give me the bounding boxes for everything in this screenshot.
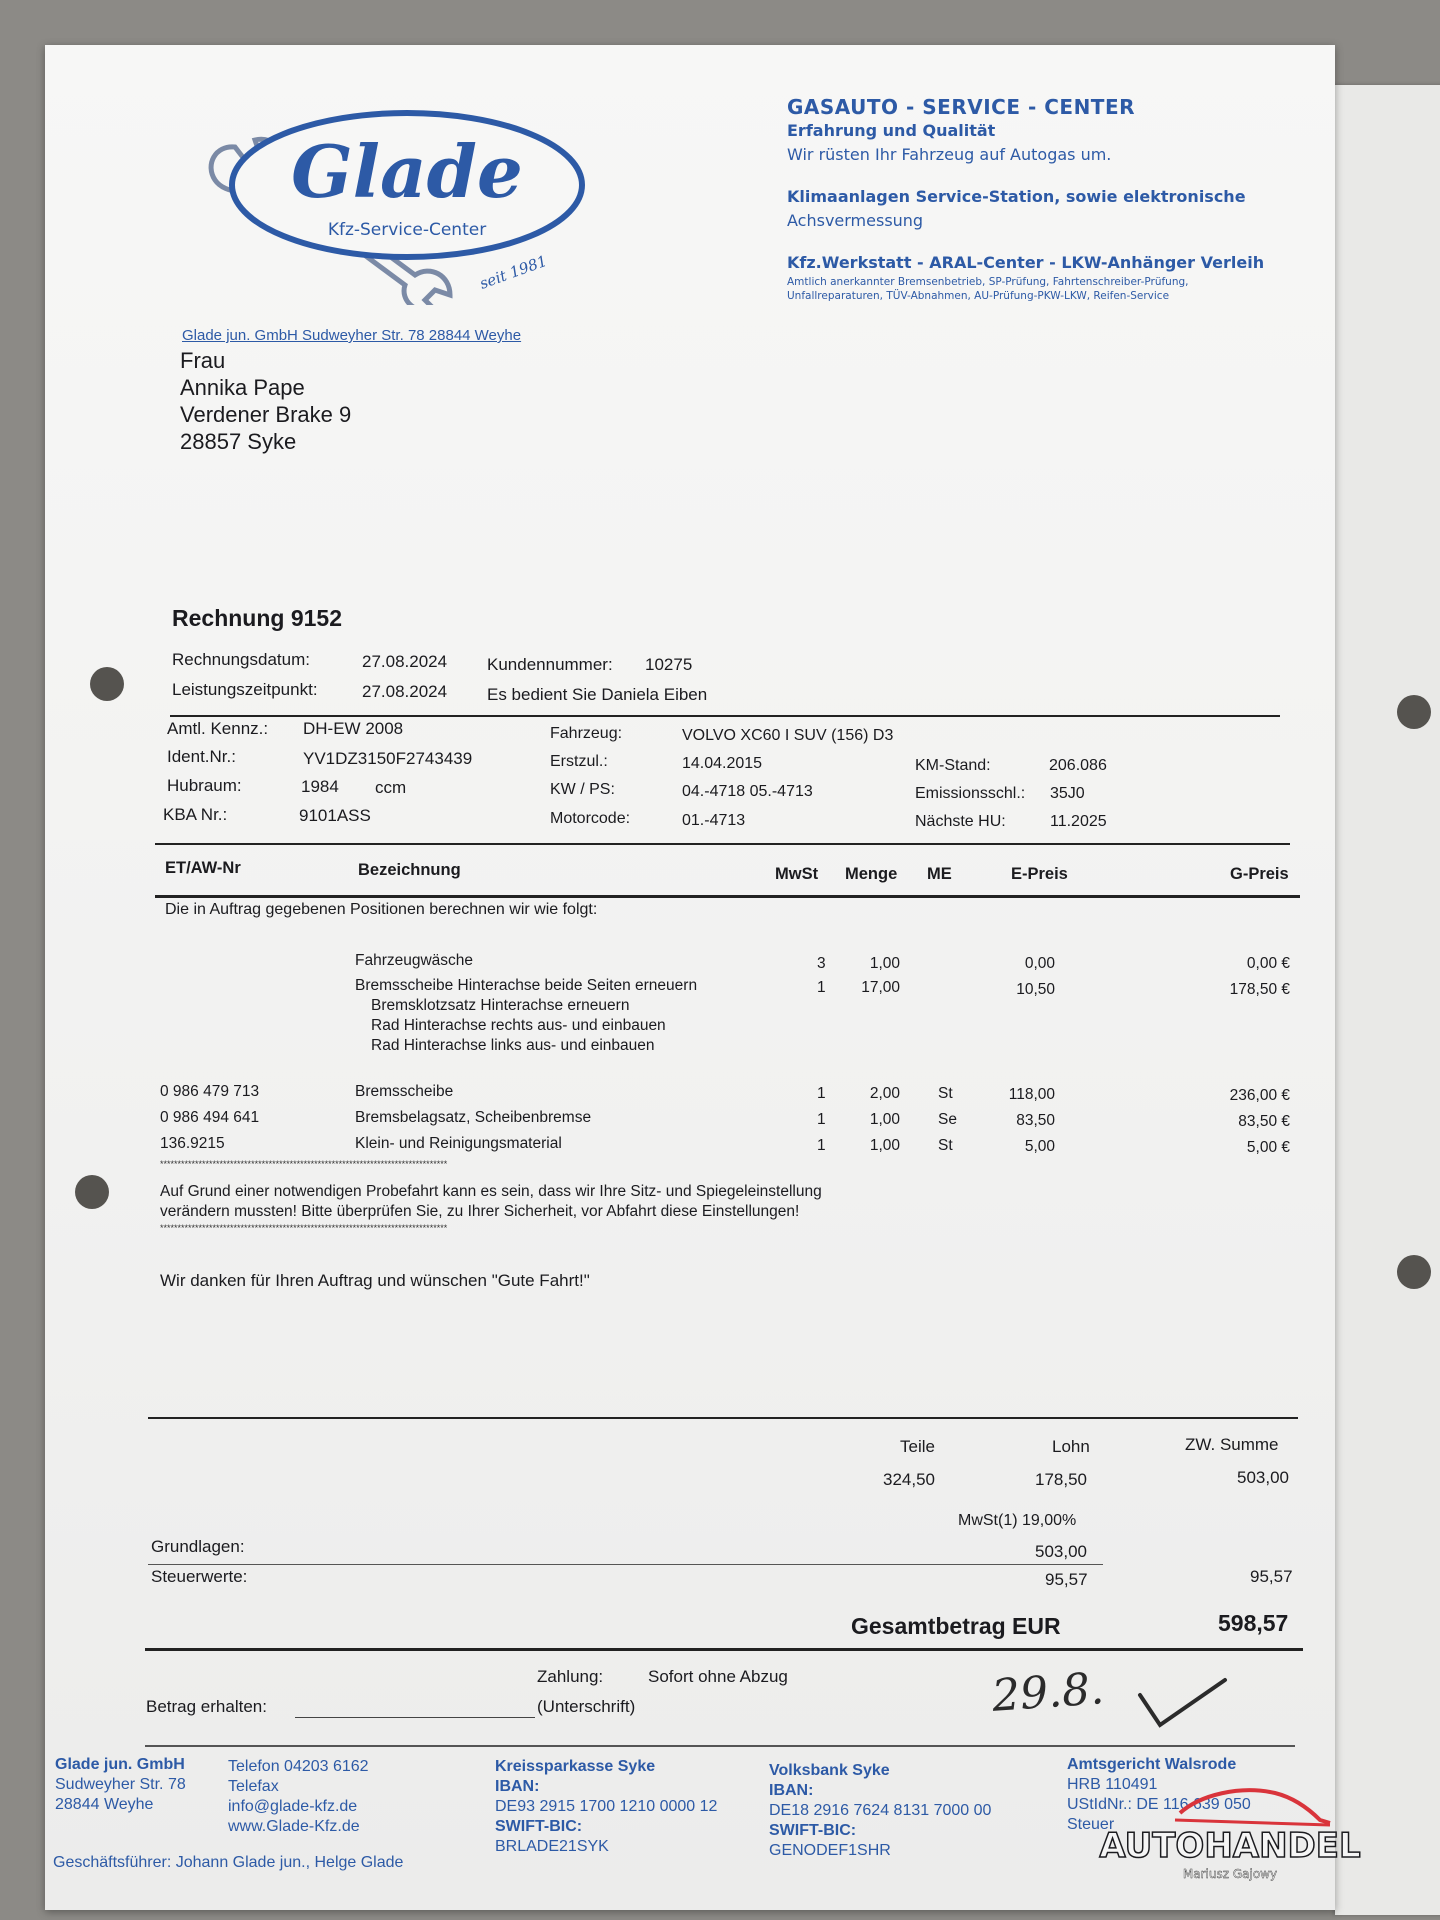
km-value: 206.086 xyxy=(1049,757,1107,774)
footer-line: BRLADE21SYK xyxy=(495,1838,609,1855)
col-header-epreis: E-Preis xyxy=(1011,865,1068,883)
footer-line: Telefon 04203 6162 xyxy=(228,1758,369,1775)
footer-line: DE93 2915 1700 1210 0000 12 xyxy=(495,1798,718,1815)
service-line: Achsvermessung xyxy=(787,211,924,230)
service-line: Kfz.Werkstatt - ARAL-Center - LKW-Anhänger Verleih xyxy=(787,253,1265,272)
row-menge: 1,00 xyxy=(869,955,900,972)
emission-value: 35J0 xyxy=(1050,785,1085,802)
punch-hole xyxy=(1397,1255,1431,1289)
footer-line: 28844 Weyhe xyxy=(55,1796,154,1813)
service-date-label: Leistungszeitpunkt: xyxy=(172,680,318,699)
erstzul-label: Erstzul.: xyxy=(550,753,608,770)
fahrzeug-label: Fahrzeug: xyxy=(550,725,623,742)
notice-line: verändern mussten! Bitte überprüfen Sie, zu Ihrer Sicherheit, vor Abfahrt diese Einstellungen! xyxy=(160,1203,800,1220)
row-mwst: 1 xyxy=(817,979,826,996)
gesamt-label: Gesamtbetrag EUR xyxy=(851,1613,1061,1639)
col-header-gpreis: G-Preis xyxy=(1230,865,1289,883)
footer-line: Kreissparkasse Syke xyxy=(495,1758,656,1775)
service-date: 27.08.2024 xyxy=(362,682,448,701)
invoice-title: Rechnung 9152 xyxy=(172,605,342,631)
row-gpreis: 0,00 € xyxy=(1246,955,1290,972)
row-epreis: 0,00 xyxy=(1024,955,1055,972)
hubraum-unit: ccm xyxy=(375,778,407,797)
zw-label: ZW. Summe xyxy=(1185,1435,1279,1454)
row-menge: 1,00 xyxy=(869,1137,900,1154)
row-menge: 1,00 xyxy=(869,1111,900,1128)
sub-item: Rad Hinterachse links aus- und einbauen xyxy=(371,1037,655,1054)
autohandel-watermark xyxy=(1080,1765,1380,1885)
row-me: St xyxy=(938,1137,953,1154)
footer-line: IBAN: xyxy=(769,1782,814,1799)
grund-label: Grundlagen: xyxy=(151,1537,245,1556)
row-nr: 0 986 479 713 xyxy=(160,1083,260,1100)
signature-line xyxy=(295,1717,535,1718)
table-intro: Die in Auftrag gegebenen Positionen berechnen wir wie folgt: xyxy=(165,901,598,918)
punch-hole xyxy=(90,667,124,701)
served-by: Es bedient Sie Daniela Eiben xyxy=(487,685,708,704)
row-me: Se xyxy=(938,1111,957,1128)
row-mwst: 1 xyxy=(817,1085,826,1102)
handwritten-date: 29.8. xyxy=(990,1663,1106,1722)
col-header-menge: Menge xyxy=(845,865,898,883)
row-gpreis: 5,00 € xyxy=(1246,1139,1290,1156)
zahlung-value: Sofort ohne Abzug xyxy=(648,1667,788,1686)
row-gpreis: 178,50 € xyxy=(1229,981,1290,998)
divider xyxy=(155,843,1290,845)
hubraum-label: Hubraum: xyxy=(167,776,242,795)
divider xyxy=(145,1648,1303,1651)
footer-line: SWIFT-BIC: xyxy=(769,1822,857,1839)
col-header-nr: ET/AW-Nr xyxy=(165,859,241,877)
row-bez: Klein- und Reinigungsmaterial xyxy=(355,1135,562,1152)
hu-label: Nächste HU: xyxy=(915,813,1006,830)
handwritten-checkmark xyxy=(1135,1675,1235,1735)
grund-value: 503,00 xyxy=(1035,1542,1087,1561)
footer-line: GENODEF1SHR xyxy=(769,1842,891,1859)
emission-label: Emissionsschl.: xyxy=(915,785,1026,802)
row-menge: 17,00 xyxy=(861,979,900,996)
teile-value: 324,50 xyxy=(883,1470,935,1489)
ident-value: YV1DZ3150F2743439 xyxy=(303,749,473,768)
recipient-line: Annika Pape xyxy=(180,375,305,400)
sub-item: Rad Hinterachse rechts aus- und einbauen xyxy=(371,1017,666,1034)
logo-subtitle: Kfz-Service-Center xyxy=(327,220,487,240)
footer-line: DE18 2916 7624 8131 7000 00 xyxy=(769,1802,992,1819)
kba-label: KBA Nr.: xyxy=(163,805,228,824)
row-bez: Fahrzeugwäsche xyxy=(355,952,474,969)
sender-line: Glade jun. GmbH Sudweyher Str. 78 28844 Weyhe xyxy=(182,327,522,344)
motor-label: Motorcode: xyxy=(550,810,631,827)
lohn-value: 178,50 xyxy=(1035,1470,1087,1489)
star-separator: ********************************************************************************** xyxy=(160,1159,448,1169)
divider xyxy=(155,895,1300,898)
unterschrift-label: (Unterschrift) xyxy=(537,1697,636,1716)
company-services xyxy=(787,95,1307,303)
zw-value: 503,00 xyxy=(1237,1468,1289,1487)
customer-label: Kundennummer: xyxy=(487,655,613,674)
divider xyxy=(148,1417,1298,1419)
row-bez: Bremsscheibe xyxy=(355,1083,454,1100)
col-header-bez: Bezeichnung xyxy=(358,861,461,879)
notice-line: Auf Grund einer notwendigen Probefahrt kann es sein, dass wir Ihre Sitz- und Spiegeleinstellung xyxy=(160,1183,822,1200)
motor-value: 01.-4713 xyxy=(682,812,746,829)
row-nr: 136.9215 xyxy=(160,1135,225,1152)
service-line: Wir rüsten Ihr Fahrzeug auf Autogas um. xyxy=(787,145,1112,164)
fahrzeug-value: VOLVO XC60 I SUV (156) D3 xyxy=(682,727,894,744)
recipient-address xyxy=(180,347,351,455)
row-menge: 2,00 xyxy=(869,1085,900,1102)
watermark-sub: Mariusz Gajowy xyxy=(1182,1867,1278,1881)
service-line: GASAUTO - SERVICE - CENTER xyxy=(787,95,1136,119)
footer-line: Sudweyher Str. 78 xyxy=(55,1776,186,1793)
footer-line: HRB 110491 xyxy=(1067,1776,1158,1793)
divider xyxy=(145,1745,1295,1747)
steuer-label: Steuerwerte: xyxy=(151,1567,248,1586)
footer-line: Glade jun. GmbH xyxy=(55,1756,185,1773)
glade-logo xyxy=(185,85,605,305)
footer-contact xyxy=(228,1757,369,1837)
hu-value: 11.2025 xyxy=(1050,813,1107,830)
sub-item: Bremsklotzsatz Hinterachse erneuern xyxy=(371,997,630,1014)
kennz-label: Amtl. Kennz.: xyxy=(167,719,269,738)
steuer-value: 95,57 xyxy=(1045,1570,1088,1589)
row-epreis: 118,00 xyxy=(1008,1086,1055,1103)
footer-bank-1 xyxy=(495,1757,717,1857)
col-header-mwst: MwSt xyxy=(775,865,819,883)
logo-since: seit 1981 xyxy=(477,251,550,293)
km-label: KM-Stand: xyxy=(915,757,991,774)
watermark-name: AUTOHANDEL xyxy=(1099,1826,1361,1866)
adjacent-sheet xyxy=(1335,85,1440,1915)
hubraum-value: 1984 xyxy=(301,777,339,796)
row-nr: 0 986 494 641 xyxy=(160,1109,260,1126)
logo-name: Glade xyxy=(291,129,523,214)
punch-hole xyxy=(1397,695,1431,729)
kba-value: 9101ASS xyxy=(299,806,371,825)
mwst-label: MwSt(1) 19,00% xyxy=(958,1512,1077,1529)
thanks-text: Wir danken für Ihren Auftrag und wünschen "Gute Fahrt!" xyxy=(160,1271,590,1290)
row-epreis: 83,50 xyxy=(1016,1112,1055,1129)
service-line: Unfallreparaturen, TÜV-Abnahmen, AU-Prüfung-PKW-LKW, Reifen-Service xyxy=(787,290,1170,302)
service-line: Klimaanlagen Service-Station, sowie elektronische xyxy=(787,187,1246,206)
erstzul-value: 14.04.2015 xyxy=(682,755,763,772)
row-bez: Bremsbelagsatz, Scheibenbremse xyxy=(355,1109,592,1126)
footer-line: SWIFT-BIC: xyxy=(495,1818,583,1835)
row-mwst: 3 xyxy=(817,955,826,972)
row-mwst: 1 xyxy=(817,1111,826,1128)
row-bez: Bremsscheibe Hinterachse beide Seiten erneuern xyxy=(355,977,698,994)
footer-bank-2 xyxy=(769,1761,991,1861)
row-gpreis: 83,50 € xyxy=(1238,1113,1290,1130)
row-mwst: 1 xyxy=(817,1137,826,1154)
lohn-label: Lohn xyxy=(1052,1437,1090,1456)
footer-line: www.Glade-Kfz.de xyxy=(228,1818,360,1835)
row-epreis: 10,50 xyxy=(1016,981,1055,998)
kennz-value: DH-EW 2008 xyxy=(303,719,404,738)
row-me: St xyxy=(938,1085,953,1102)
punch-hole xyxy=(75,1175,109,1209)
steuer-total: 95,57 xyxy=(1250,1567,1293,1586)
divider xyxy=(148,1564,1103,1565)
recipient-line: Frau xyxy=(180,348,226,373)
footer-line: Telefax xyxy=(228,1778,279,1795)
invoice-page xyxy=(45,45,1335,1910)
col-header-me: ME xyxy=(927,865,952,883)
invoice-date: 27.08.2024 xyxy=(362,652,448,671)
kw-value: 04.-4718 05.-4713 xyxy=(682,783,813,800)
footer-line: Volksbank Syke xyxy=(769,1762,890,1779)
footer-line: info@glade-kfz.de xyxy=(228,1798,358,1815)
service-line: Amtlich anerkannter Bremsenbetrieb, SP-Prüfung, Fahrtenschreiber-Prüfung, xyxy=(787,276,1189,288)
date-label: Rechnungsdatum: xyxy=(172,650,310,669)
footer-line: IBAN: xyxy=(495,1778,540,1795)
teile-label: Teile xyxy=(900,1437,935,1456)
row-gpreis: 236,00 € xyxy=(1229,1087,1290,1104)
car-outline-icon xyxy=(1180,1790,1330,1823)
footer-line: Amtsgericht Walsrode xyxy=(1067,1756,1237,1773)
footer-managers: Geschäftsführer: Johann Glade jun., Helge Glade xyxy=(53,1854,404,1871)
footer-company xyxy=(55,1755,186,1815)
service-line: Erfahrung und Qualität xyxy=(787,121,996,140)
footer-line: UStIdNr.: DE 116 639 050 xyxy=(1067,1796,1251,1813)
divider xyxy=(170,715,1280,717)
gesamt-value: 598,57 xyxy=(1218,1610,1289,1636)
recipient-line: 28857 Syke xyxy=(180,429,297,454)
betrag-erhalten-label: Betrag erhalten: xyxy=(146,1697,267,1716)
zahlung-label: Zahlung: xyxy=(537,1667,604,1686)
ident-label: Ident.Nr.: xyxy=(167,747,236,766)
kw-label: KW / PS: xyxy=(550,781,615,798)
recipient-line: Verdener Brake 9 xyxy=(180,402,352,427)
footer-line: Steuer xyxy=(1067,1816,1115,1833)
customer-number: 10275 xyxy=(645,655,693,674)
star-separator: ********************************************************************************** xyxy=(160,1223,448,1233)
row-epreis: 5,00 xyxy=(1024,1138,1055,1155)
